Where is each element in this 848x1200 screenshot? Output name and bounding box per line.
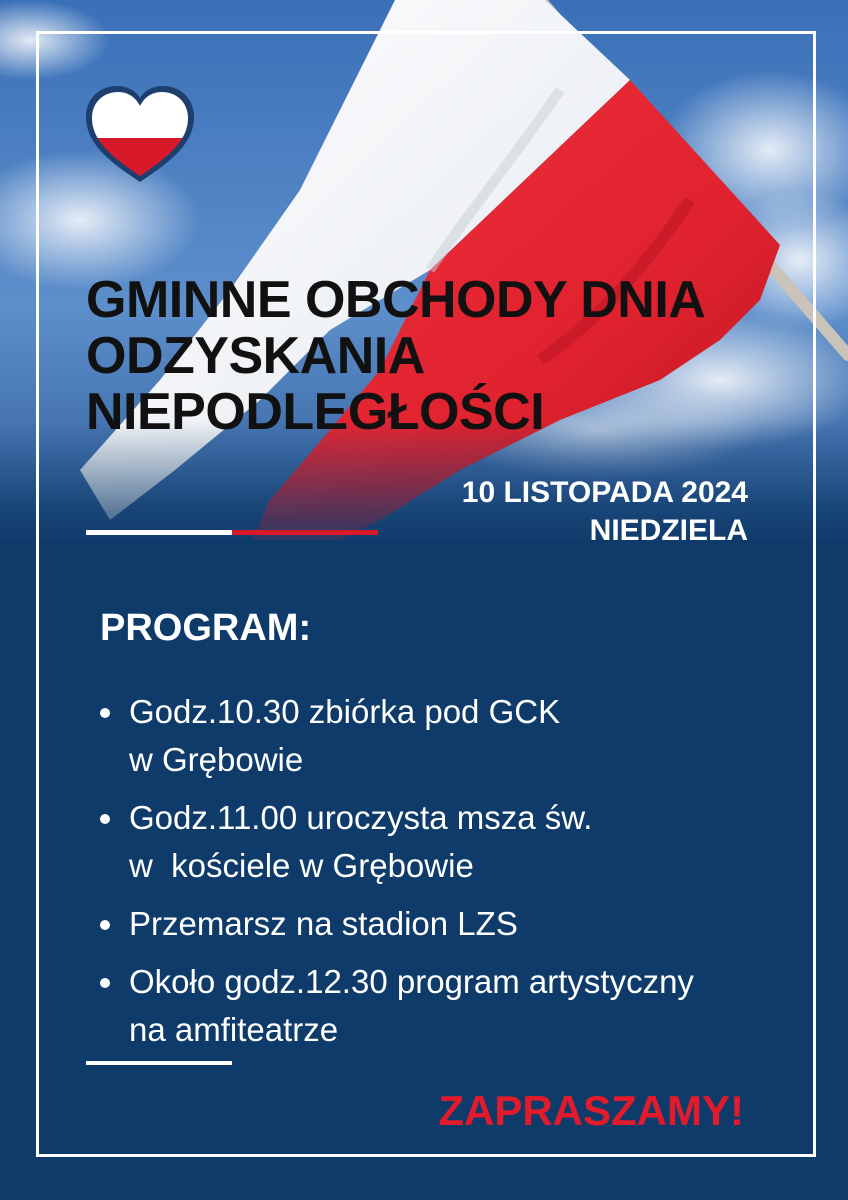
program-item xyxy=(96,900,816,948)
program-heading: PROGRAM: xyxy=(100,607,312,649)
event-title xyxy=(86,272,806,440)
program-item xyxy=(96,958,816,1054)
event-date-block xyxy=(462,474,748,550)
bottom-divider xyxy=(86,1061,232,1065)
program-item-line: na amfiteatrze xyxy=(129,1011,339,1048)
program-item-line: Godz.11.00 uroczysta msza św. xyxy=(129,799,593,836)
program-item-line: Przemarsz na stadion LZS xyxy=(129,905,518,942)
program-item-line: w kościele w Grębowie xyxy=(129,847,474,884)
program-item-line: Około godz.12.30 program artystyczny xyxy=(129,963,694,1000)
bullet-icon xyxy=(100,708,110,718)
program-item-line: w Grębowie xyxy=(129,741,304,778)
event-title-line: GMINNE OBCHODY DNIA xyxy=(86,271,706,329)
flag-divider xyxy=(86,530,378,535)
event-date: 10 LISTOPADA 2024 xyxy=(461,476,748,509)
event-title-line: NIEPODLEGŁOŚCI xyxy=(86,383,545,441)
program-item xyxy=(96,794,816,890)
heart-flag-icon xyxy=(84,86,196,186)
invitation-text: ZAPRASZAMY! xyxy=(438,1087,744,1134)
program-item xyxy=(96,688,816,784)
program-item-line: Godz.10.30 zbiórka pod GCK xyxy=(129,693,561,730)
event-title-line: ODZYSKANIA xyxy=(86,327,425,385)
divider-red-segment xyxy=(232,530,378,535)
bullet-icon xyxy=(100,920,110,930)
divider-white-segment xyxy=(86,530,232,535)
program-list xyxy=(96,688,816,1064)
bullet-icon xyxy=(100,814,110,824)
bullet-icon xyxy=(100,978,110,988)
event-weekday: NIEDZIELA xyxy=(589,514,748,547)
